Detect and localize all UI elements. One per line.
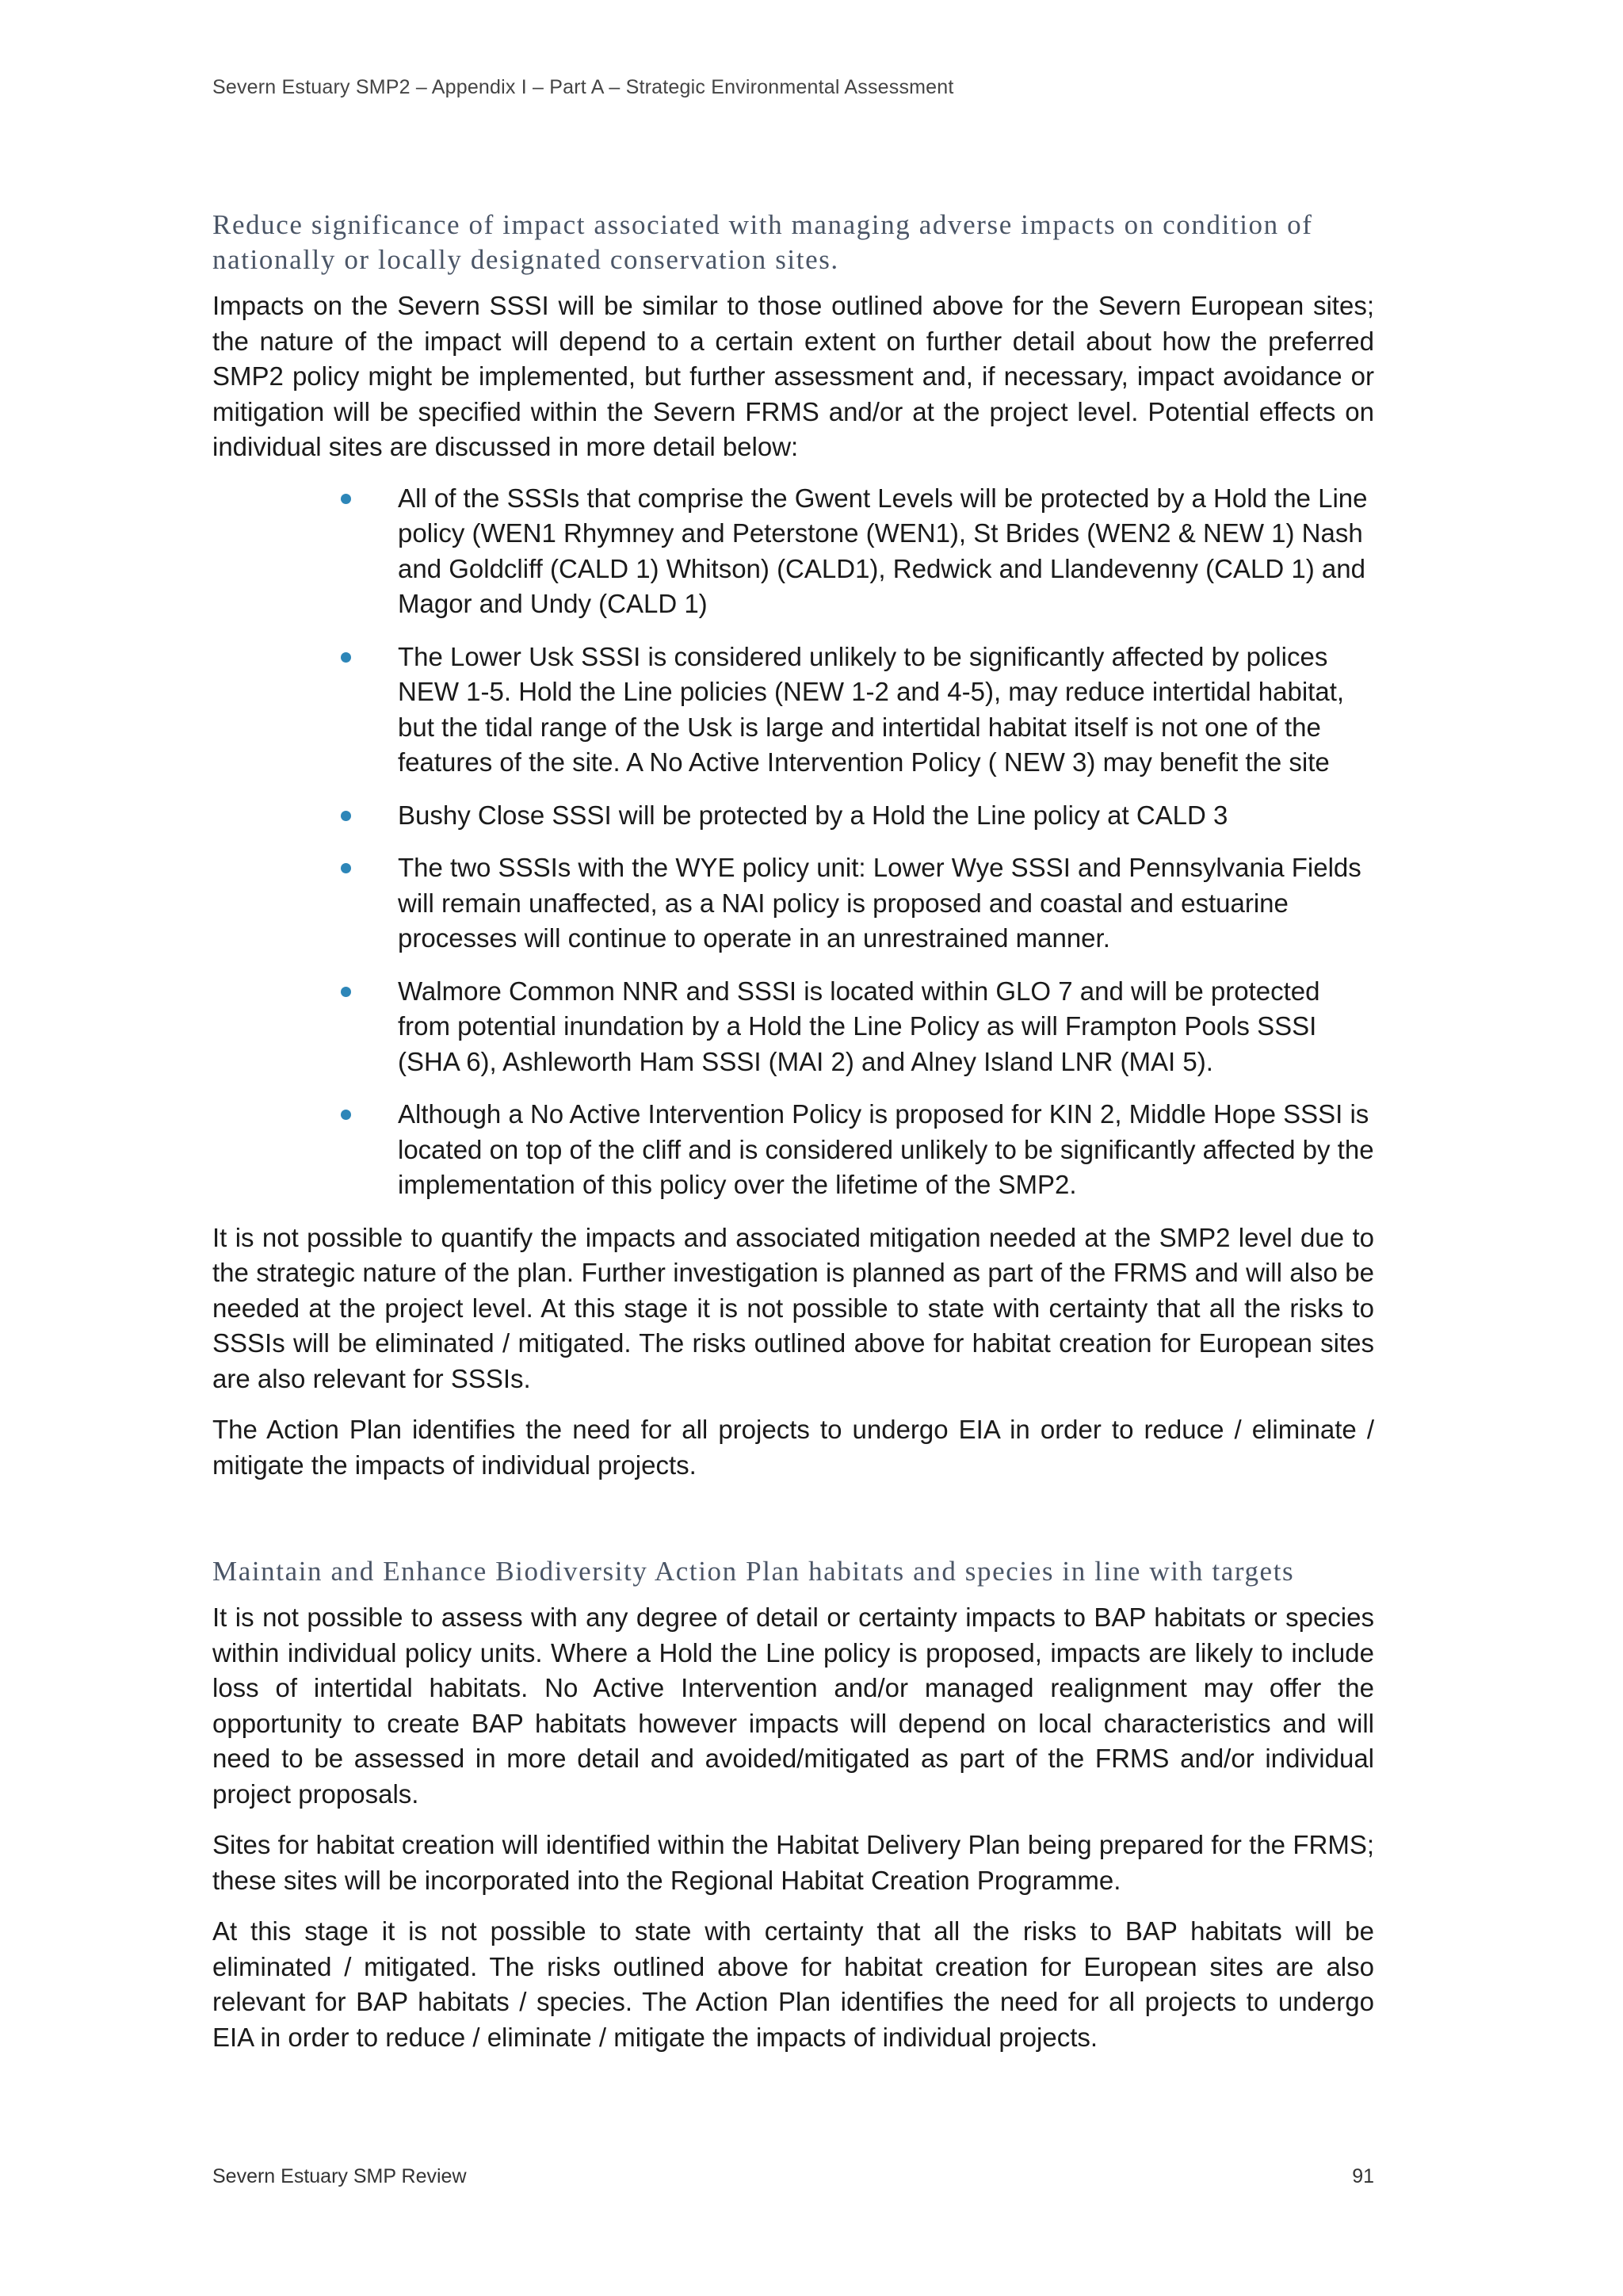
paragraph: Sites for habitat creation will identified within the Habitat Delivery Plan being prepared for the FRMS; these sites will be incorporated into the Regional Habitat Creation Programme. xyxy=(212,1830,1374,1895)
section-heading-biodiversity: Maintain and Enhance Biodiversity Action Plan habitats and species in line with targets xyxy=(212,1556,1295,1587)
paragraph: The Action Plan identifies the need for all projects to undergo EIA in order to reduce / eliminate / mitigate the impacts of individual projects. xyxy=(212,1415,1374,1480)
list-item-text: Although a No Active Intervention Policy is proposed for KIN 2, Middle Hope SSSI is located on top of the cliff and is considered unlikely to be significantly affected by the implementation of this policy over the lifetime of the SMP2. xyxy=(398,1099,1374,1199)
bullet-icon xyxy=(341,1110,351,1120)
section-heading-designated-sites: Reduce significance of impact associated with managing adverse impacts on condition of nationally or locally designated conservation sites. xyxy=(212,209,1313,275)
list-item xyxy=(212,1097,1374,1203)
list-item-text: Walmore Common NNR and SSSI is located within GLO 7 and will be protected from potential inundation by a Hold the Line Policy as will Frampton Pools SSSI (SHA 6), Ashleworth Ham SSSI (MAI 2) and Alney Island LNR (MAI 5). xyxy=(398,976,1320,1076)
paragraph: Impacts on the Severn SSSI will be similar to those outlined above for the Severn European sites; the nature of the impact will depend to a certain extent on further detail about how the preferred SMP2 policy might be implemented, but further assessment and, if necessary, impact avoidance or mitigation will be specified within the Severn FRMS and/or at the project level. Potential effects on individual sites are discussed in more detail below: xyxy=(212,291,1374,461)
list-item xyxy=(212,974,1374,1080)
paragraph: It is not possible to quantify the impacts and associated mitigation needed at the SMP2 level due to the strategic nature of the plan. Further investigation is planned as part of the FRMS and will also be needed at the project level. At this stage it is not possible to state with certainty that all the risks to SSSIs will be eliminated / mitigated. The risks outlined above for habitat creation for European sites are also relevant for SSSIs. xyxy=(212,1222,1374,1393)
bullet-list xyxy=(212,481,1374,1203)
bullet-icon xyxy=(341,987,351,997)
paragraph: At this stage it is not possible to state with certainty that all the risks to BAP habitats will be eliminated / mitigated. The risks outlined above for habitat creation for European sites are also relevant for BAP habitats / species. The Action Plan identifies the need for all projects to undergo EIA in order to reduce / eliminate / mitigate the impacts of individual projects. xyxy=(212,1916,1374,2052)
list-item xyxy=(212,850,1374,957)
list-item-text: The Lower Usk SSSI is considered unlikely to be significantly affected by polices NEW 1-5. Hold the Line policies (NEW 1-2 and 4-5), may reduce intertidal habitat, but the tidal range of the Usk is large and intertidal habitat itself is not one of the features of the site. A No Active Intervention Policy ( NEW 3) may benefit the site xyxy=(398,641,1345,777)
page-number: 91 xyxy=(1352,2165,1374,2187)
list-item-text: The two SSSIs with the WYE policy unit: Lower Wye SSSI and Pennsylvania Fields will remain unaffected, as a NAI policy is proposed and coastal and estuarine processes will continue to operate in an unrestrained manner. xyxy=(398,853,1361,953)
list-item-text: Bushy Close SSSI will be protected by a Hold the Line policy at CALD 3 xyxy=(398,800,1228,830)
document-body xyxy=(212,208,1374,2071)
list-item xyxy=(212,640,1374,781)
page-header: Severn Estuary SMP2 – Appendix I – Part A – Strategic Environmental Assessment xyxy=(212,76,954,98)
list-item xyxy=(212,798,1374,834)
list-item xyxy=(212,481,1374,622)
bullet-icon xyxy=(341,863,351,873)
footer-title: Severn Estuary SMP Review xyxy=(212,2165,467,2187)
paragraph: It is not possible to assess with any degree of detail or certainty impacts to BAP habitats or species within individual policy units. Where a Hold the Line policy is proposed, impacts are likely to include loss of intertidal habitats. No Active Intervention and/or managed realignment may offer the opportunity to create BAP habitats however impacts will depend on local characteristics and will need to be assessed in more detail and avoided/mitigated as part of the FRMS and/or individual project proposals. xyxy=(212,1603,1374,1809)
bullet-icon xyxy=(341,494,351,504)
bullet-icon xyxy=(341,811,351,821)
bullet-icon xyxy=(341,652,351,663)
list-item-text: All of the SSSIs that comprise the Gwent Levels will be protected by a Hold the Line policy (WEN1 Rhymney and Peterstone (WEN1), St Brides (WEN2 & NEW 1) Nash and Goldcliff (CALD 1) Whitson) (CALD1), Redwick and Llandevenny (CALD 1) and Magor and Undy (CALD 1) xyxy=(398,483,1368,618)
